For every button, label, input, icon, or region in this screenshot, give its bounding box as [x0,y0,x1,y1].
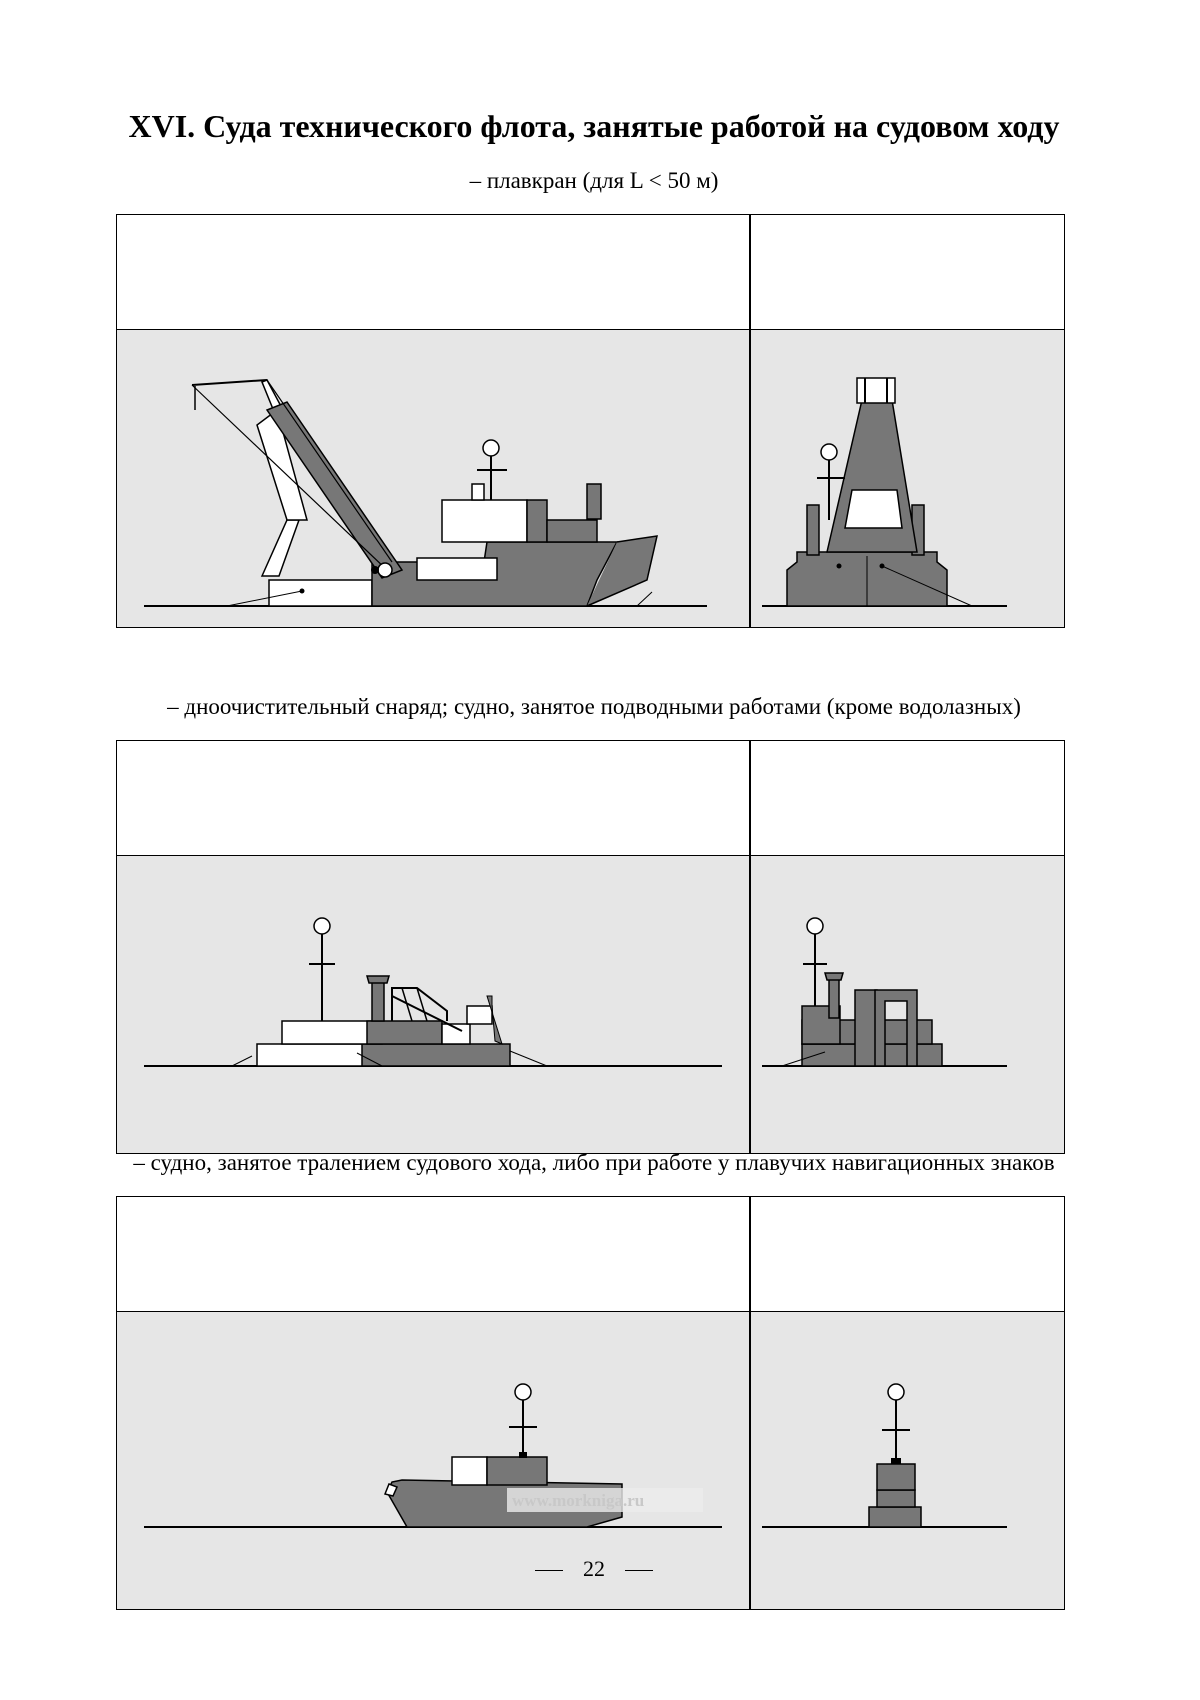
page-number: 22 [583,1556,605,1581]
panel-dredger [116,740,1065,1154]
page-title: XVI. Суда технического флота, занятые работой на судовом ходу [128,108,1060,144]
dredger-front-view [762,918,1007,1066]
footer-dash-right [625,1570,653,1571]
crane-front-view [762,378,1007,606]
panel-divider [749,1197,751,1609]
section-caption-crane: – плавкран (для L < 50 м) [469,168,719,193]
panel-divider [749,741,751,1153]
section-caption-dredger: – дноочистительный снаряд; судно, занятое подводными работами (кроме водолазных) [167,694,1021,719]
dredger-illustration [117,856,1064,1153]
panel-top-empty [117,215,1064,330]
panel-sweeper [116,1196,1065,1610]
panel-top-empty [117,741,1064,856]
panel-top-empty [117,1197,1064,1312]
dredger-side-view [144,918,722,1066]
watermark-text: www.morkniga.ru [512,1491,645,1510]
crane-side-view [144,380,707,606]
section-caption-sweeper: – судно, занятое тралением судового хода, либо при работе у плавучих навигационных знаков [133,1150,1055,1175]
page-footer [0,1556,1188,1582]
panel-crane [116,214,1065,628]
sweeper-side-view [144,1384,722,1527]
crane-illustration [117,330,1064,627]
footer-dash-left [535,1570,563,1571]
sweeper-front-view [762,1384,1007,1527]
panel-divider [749,215,751,627]
